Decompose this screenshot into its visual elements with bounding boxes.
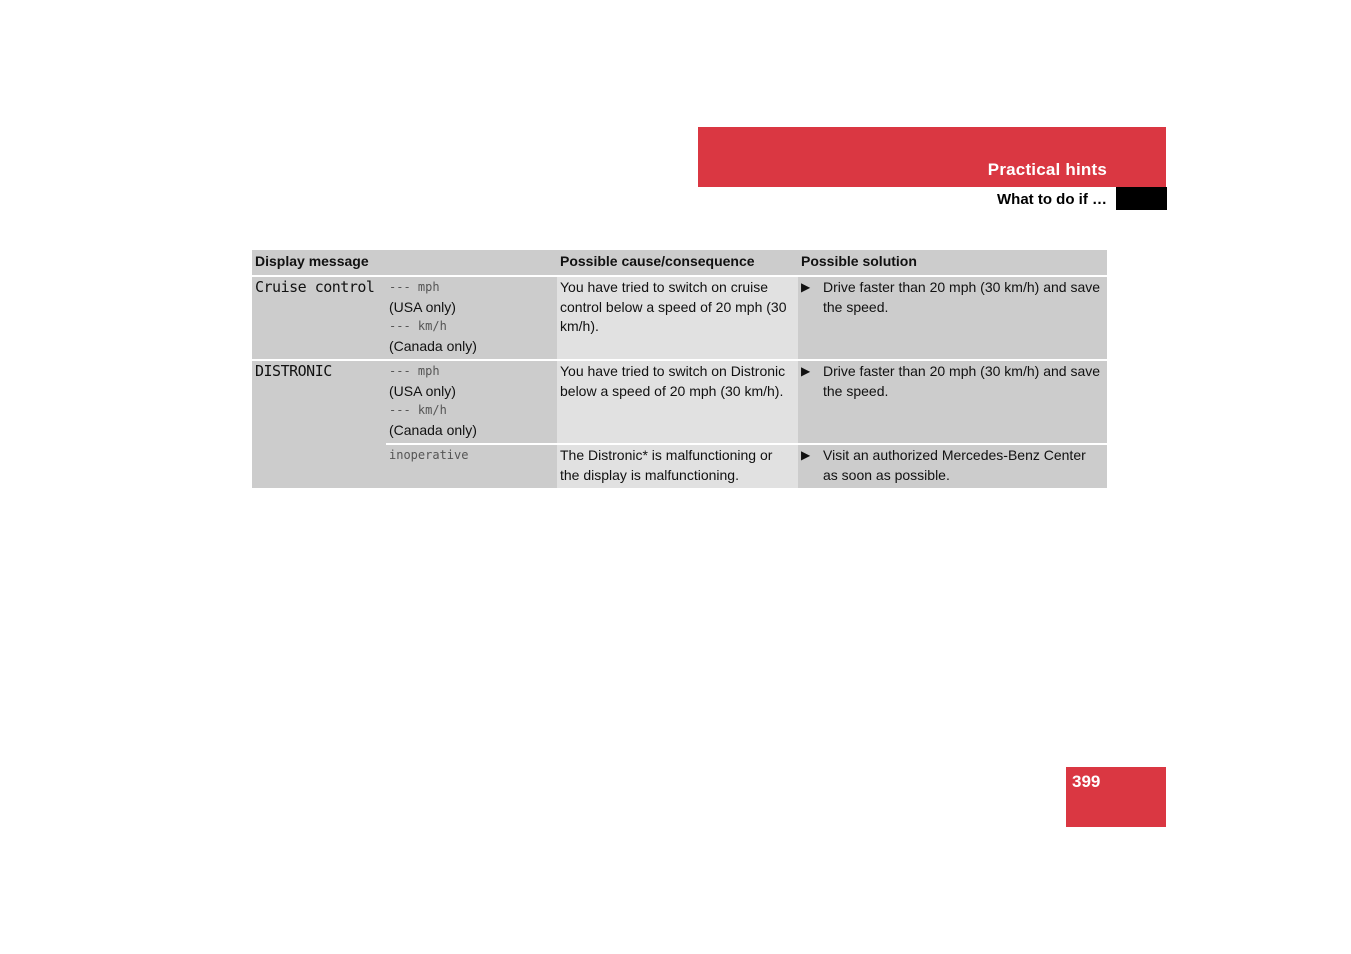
message-details [386, 444, 557, 489]
triangle-right-icon: ▶ [801, 364, 811, 378]
triangle-right-icon: ▶ [801, 280, 811, 294]
message-note: (Canada only) [389, 421, 477, 438]
page-number: 399 [1072, 772, 1101, 791]
table-header-row [252, 250, 1107, 276]
solution-text: Drive faster than 20 mph (30 km/h) and save the speed. [823, 363, 1101, 399]
message-code: inoperative [389, 448, 469, 462]
chapter-tab-marker [1116, 187, 1167, 210]
header-solution: Possible solution [798, 250, 1107, 276]
message-code: --- km/h [389, 319, 447, 333]
section-title: Practical hints [987, 160, 1107, 179]
subsection-title: What to do if … [997, 191, 1107, 208]
header-cause: Possible cause/consequence [557, 250, 798, 276]
possible-solution [798, 276, 1107, 360]
display-message: Cruise control [252, 276, 386, 360]
possible-cause: You have tried to switch on cruise control below a speed of 20 mph (30 km/h). [557, 276, 798, 360]
header-display-message: Display message [252, 250, 557, 276]
solution-text: Visit an authorized Mercedes-Benz Center as soon as possible. [823, 447, 1086, 483]
possible-cause: The Distronic* is malfunctioning or the display is malfunctioning. [557, 444, 798, 489]
message-code: --- mph [389, 280, 440, 294]
message-code: --- mph [389, 364, 440, 378]
message-note: (Canada only) [389, 337, 477, 354]
table-row [252, 360, 1107, 444]
possible-cause: You have tried to switch on Distronic below a speed of 20 mph (30 km/h). [557, 360, 798, 444]
table-row [252, 276, 1107, 360]
message-note: (USA only) [389, 298, 456, 315]
triangle-right-icon: ▶ [801, 448, 811, 462]
message-code: --- km/h [389, 403, 447, 417]
solution-text: Drive faster than 20 mph (30 km/h) and save the speed. [823, 279, 1101, 315]
display-message: DISTRONIC [252, 360, 386, 489]
message-note: (USA only) [389, 382, 456, 399]
message-details [386, 360, 557, 444]
message-details [386, 276, 557, 360]
page-number-box [1066, 767, 1166, 827]
possible-solution [798, 360, 1107, 444]
possible-solution [798, 444, 1107, 489]
display-message-table [252, 250, 1107, 490]
